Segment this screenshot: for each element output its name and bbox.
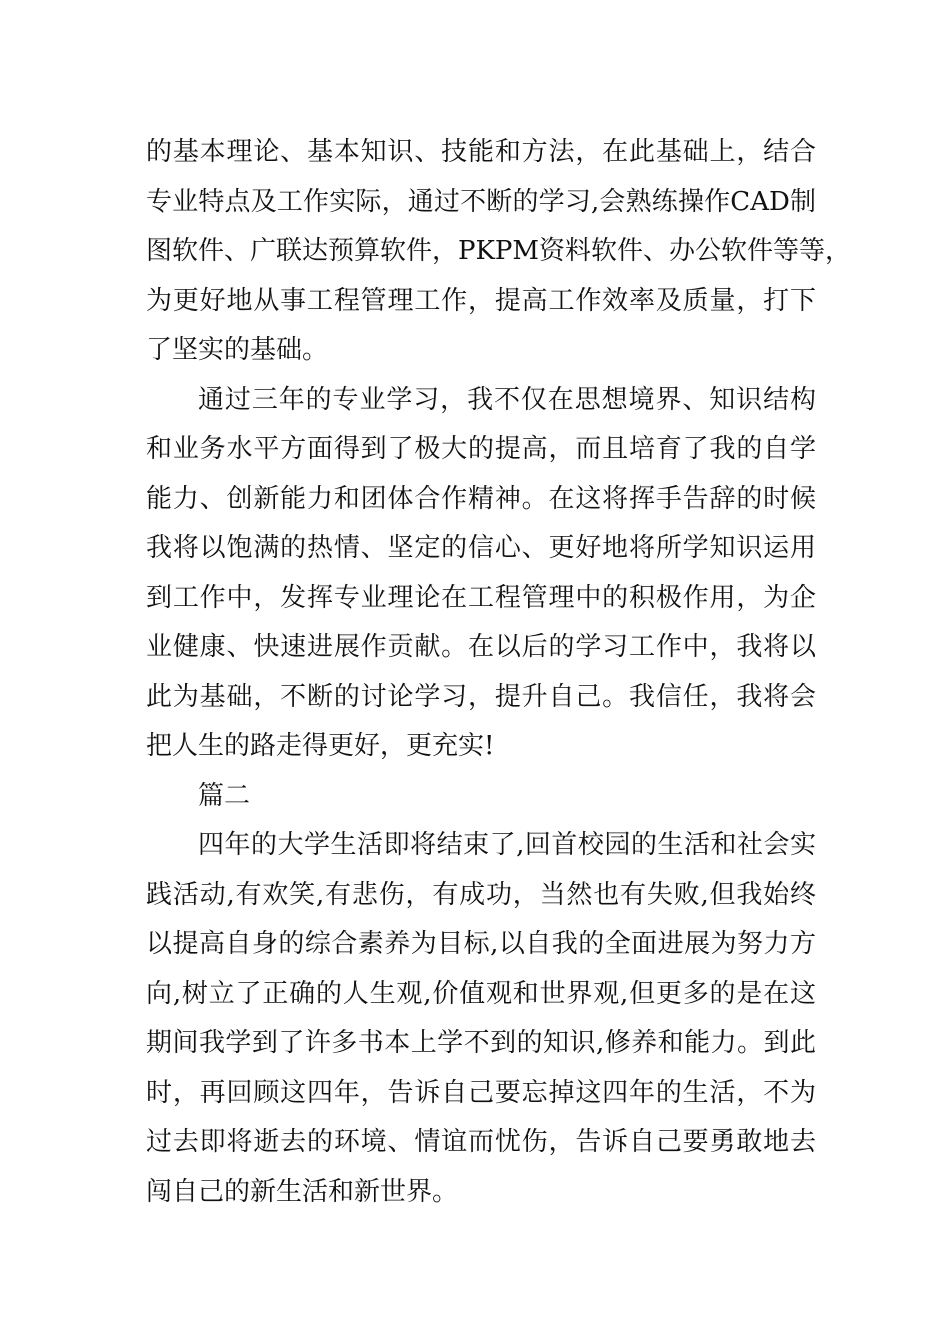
paragraph-2-line-4: 我将以饱满的热情、坚定的信心、更好地将所学知识运用 [146, 533, 816, 563]
paragraph-2-line-7: 此为基础，不断的讨论学习，提升自己。我信任，我将会 [146, 681, 816, 712]
paragraph-3-line-5: 期间我学到了许多书本上学不到的知识,修养和能力。到此 [146, 1028, 816, 1058]
paragraph-3-line-8: 闯自己的新生活和新世界。 [146, 1176, 459, 1207]
paragraph-1-line-5: 了坚实的基础。 [146, 335, 329, 365]
paragraph-3-line-2: 践活动,有欢笑,有悲伤，有成功，当然也有失败,但我始终 [146, 879, 816, 910]
paragraph-2-line-3: 能力、创新能力和团体合作精神。在这将挥手告辞的时候 [146, 483, 816, 514]
paragraph-1-line-4: 为更好地从事工程管理工作，提高工作效率及质量，打下 [146, 285, 816, 316]
document-body [146, 128, 852, 1217]
paragraph-3-line-4: 向,树立了正确的人生观,价值观和世界观,但更多的是在这 [146, 978, 816, 1009]
paragraph-2-line-8: 把人生的路走得更好，更充实! [146, 731, 495, 761]
paragraph-3-line-6: 时，再回顾这四年，告诉自己要忘掉这四年的生活，不为 [146, 1077, 816, 1108]
paragraph-3-line-1: 四年的大学生活即将结束了,回首校园的生活和社会实 [198, 830, 816, 860]
section-heading: 篇二 [198, 780, 251, 811]
paragraph-2-line-2: 和业务水平方面得到了极大的提高，而且培育了我的自学 [146, 434, 816, 464]
paragraph-2-line-5: 到工作中，发挥专业理论在工程管理中的积极作用，为企 [146, 582, 816, 613]
paragraph-3-line-7: 过去即将逝去的环境、情谊而忧伤，告诉自己要勇敢地去 [146, 1127, 816, 1157]
paragraph-1-line-1: 的基本理论、基本知识、技能和方法，在此基础上，结合 [146, 137, 816, 167]
paragraph-3-line-3: 以提高自身的综合素养为目标,以自我的全面进展为努力方 [146, 929, 816, 959]
paragraph-2-line-1: 通过三年的专业学习，我不仅在思想境界、知识结构 [198, 384, 816, 415]
paragraph-2-line-6: 业健康、快速进展作贡献。在以后的学习工作中，我将以 [146, 632, 816, 662]
paragraph-1-line-3: 图软件、广联达预算软件，PKPM资料软件、办公软件等等， [146, 236, 852, 266]
paragraph-1-line-2: 专业特点及工作实际，通过不断的学习,会熟练操作CAD制 [146, 186, 816, 217]
